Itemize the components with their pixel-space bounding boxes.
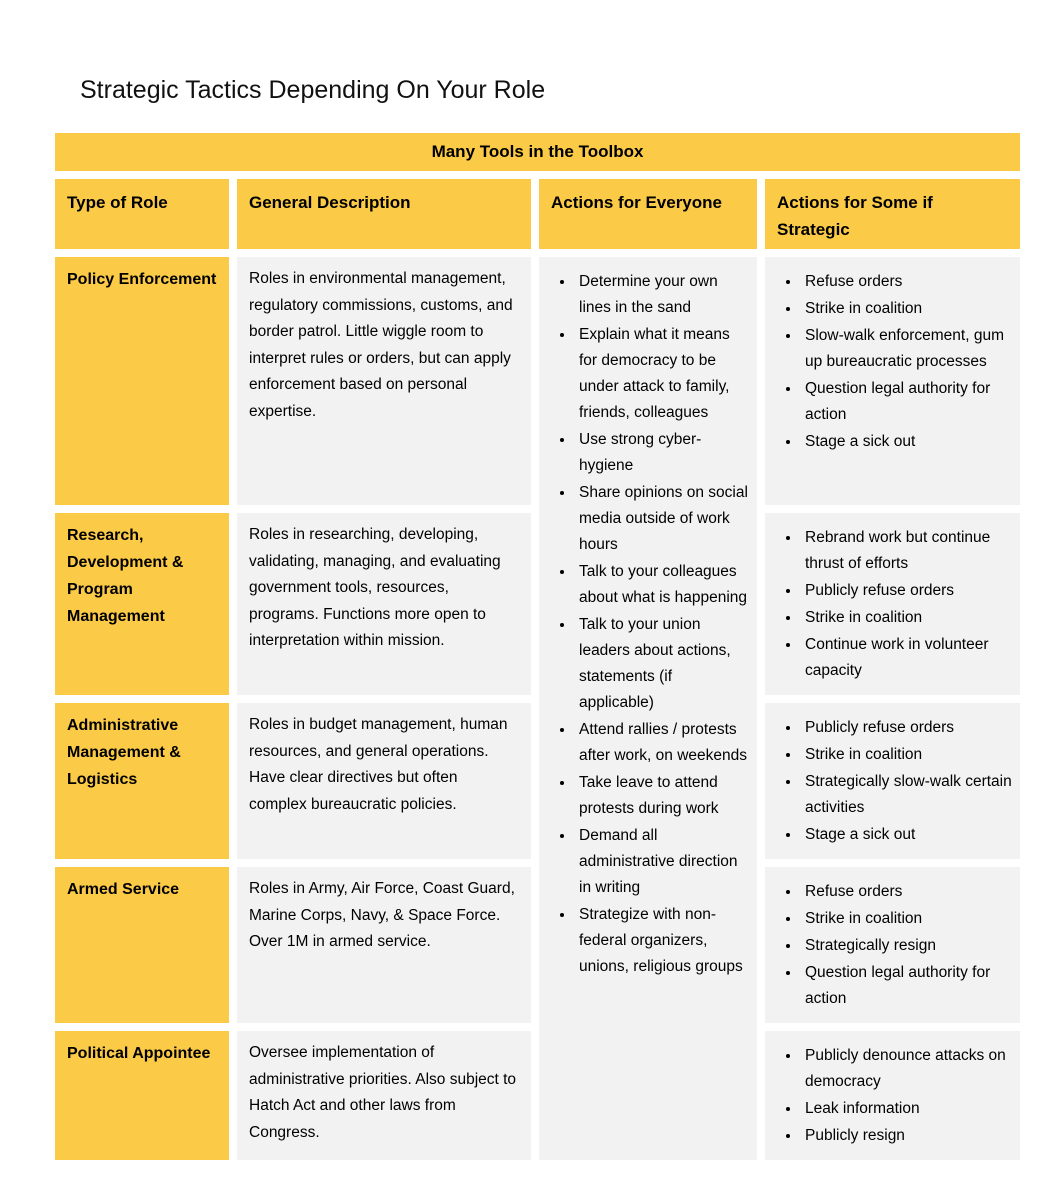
bullet-item: • Strategically slow-walk certain activities bbox=[801, 769, 1012, 821]
strategic-actions-list bbox=[771, 525, 1012, 684]
column-header-actions-for-everyone: Actions for Everyone bbox=[539, 179, 757, 249]
bullet-item: • Strike in coalition bbox=[801, 296, 1012, 322]
description-cell-armed-service: Roles in Army, Air Force, Coast Guard, Marine Corps, Navy, & Space Force. Over 1M in armed service. bbox=[237, 867, 531, 1023]
role-cell-political-appointee: Political Appointee bbox=[55, 1031, 229, 1160]
bullet-item: • Rebrand work but continue thrust of efforts bbox=[801, 525, 1012, 577]
bullet-item: • Strike in coalition bbox=[801, 906, 1012, 932]
description-cell-administrative-management: Roles in budget management, human resources, and general operations. Have clear directives but often complex bureaucratic policies. bbox=[237, 703, 531, 859]
strategic-actions-list bbox=[771, 269, 1012, 455]
actions-for-everyone-list bbox=[545, 269, 749, 980]
role-cell-policy-enforcement: Policy Enforcement bbox=[55, 257, 229, 505]
bullet-item: • Determine your own lines in the sand bbox=[575, 269, 749, 321]
column-header-type-of-role: Type of Role bbox=[55, 179, 229, 249]
bullet-item: • Publicly refuse orders bbox=[801, 578, 1012, 604]
column-header-actions-for-some-if-strategic: Actions for Some if Strategic bbox=[765, 179, 1020, 249]
strategic-actions-list bbox=[771, 879, 1012, 1012]
bullet-item: • Stage a sick out bbox=[801, 429, 1012, 455]
strategic-actions-list bbox=[771, 715, 1012, 848]
bullet-item: • Question legal authority for action bbox=[801, 960, 1012, 1012]
strategic-actions-cell-administrative-management bbox=[765, 703, 1020, 859]
bullet-item: • Refuse orders bbox=[801, 879, 1012, 905]
bullet-item: • Slow-walk enforcement, gum up bureaucratic processes bbox=[801, 323, 1012, 375]
bullet-item: • Share opinions on social media outside of work hours bbox=[575, 480, 749, 558]
bullet-item: • Publicly refuse orders bbox=[801, 715, 1012, 741]
actions-for-everyone-cell bbox=[539, 257, 757, 1160]
bullet-item: • Attend rallies / protests after work, on weekends bbox=[575, 717, 749, 769]
strategic-actions-list bbox=[771, 1043, 1012, 1149]
role-cell-research-development: Research, Development & Program Management bbox=[55, 513, 229, 695]
strategic-actions-cell-research-development bbox=[765, 513, 1020, 695]
bullet-item: • Question legal authority for action bbox=[801, 376, 1012, 428]
strategic-actions-cell-policy-enforcement bbox=[765, 257, 1020, 505]
bullet-item: • Leak information bbox=[801, 1096, 1012, 1122]
bullet-item: • Stage a sick out bbox=[801, 822, 1012, 848]
bullet-item: • Use strong cyber-hygiene bbox=[575, 427, 749, 479]
bullet-item: • Publicly resign bbox=[801, 1123, 1012, 1149]
role-cell-armed-service: Armed Service bbox=[55, 867, 229, 1023]
column-header-general-description: General Description bbox=[237, 179, 531, 249]
description-cell-research-development: Roles in researching, developing, validating, managing, and evaluating government tools, resources, programs. Functions more open to interpretation within mission. bbox=[237, 513, 531, 695]
bullet-item: • Strike in coalition bbox=[801, 605, 1012, 631]
description-cell-policy-enforcement: Roles in environmental management, regulatory commissions, customs, and border patrol. Little wiggle room to interpret rules or orders, but can apply enforcement based on personal expertise. bbox=[237, 257, 531, 505]
bullet-item: • Demand all administrative direction in writing bbox=[575, 823, 749, 901]
bullet-item: • Talk to your colleagues about what is happening bbox=[575, 559, 749, 611]
bullet-item: • Refuse orders bbox=[801, 269, 1012, 295]
strategic-actions-cell-political-appointee bbox=[765, 1031, 1020, 1160]
strategic-actions-cell-armed-service bbox=[765, 867, 1020, 1023]
bullet-item: • Publicly denounce attacks on democracy bbox=[801, 1043, 1012, 1095]
bullet-item: • Strategize with non-federal organizers, unions, religious groups bbox=[575, 902, 749, 980]
table-banner: Many Tools in the Toolbox bbox=[55, 133, 1020, 171]
bullet-item: • Talk to your union leaders about actions, statements (if applicable) bbox=[575, 612, 749, 716]
bullet-item: • Strategically resign bbox=[801, 933, 1012, 959]
role-cell-administrative-management: Administrative Management & Logistics bbox=[55, 703, 229, 859]
bullet-item: • Strike in coalition bbox=[801, 742, 1012, 768]
page-title: Strategic Tactics Depending On Your Role bbox=[80, 76, 546, 104]
bullet-item: • Continue work in volunteer capacity bbox=[801, 632, 1012, 684]
bullet-item: • Explain what it means for democracy to be under attack to family, friends, colleagues bbox=[575, 322, 749, 426]
description-cell-political-appointee: Oversee implementation of administrative priorities. Also subject to Hatch Act and other laws from Congress. bbox=[237, 1031, 531, 1160]
strategic-tactics-table bbox=[55, 133, 1020, 1160]
bullet-item: • Take leave to attend protests during work bbox=[575, 770, 749, 822]
